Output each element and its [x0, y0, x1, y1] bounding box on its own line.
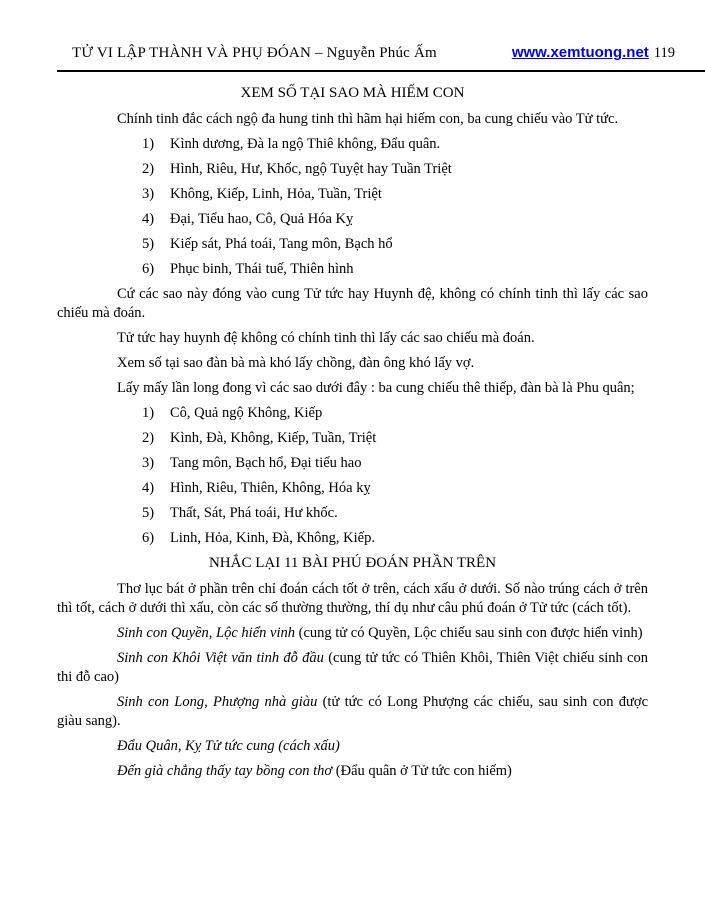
list-item-number: 2) — [142, 161, 155, 177]
book-title: TỬ VI LẬP THÀNH VÀ PHỤ ĐÓAN – Nguyễn Phúc Ấm — [72, 45, 437, 61]
list-item-text: Kình dương, Đà la ngộ Thiê không, Đẩu quân. — [170, 136, 441, 152]
list-item-text: Hình, Riêu, Thiên, Không, Hóa kỵ — [170, 480, 371, 496]
list-item — [142, 404, 648, 423]
section1-intro: Chính tinh đắc cách ngộ đa hung tinh thì hãm hại hiếm con, ba cung chiếu vào Tử tức. — [117, 111, 619, 127]
list-item — [142, 185, 648, 204]
section1-title: XEM SỐ TẠI SAO MÀ HIẾM CON — [240, 85, 465, 101]
list-item-number: 3) — [142, 455, 155, 471]
page-header — [0, 0, 705, 62]
section1-para3: Tử tức hay huynh đệ không có chính tinh thì lấy các sao chiếu mà đoán. — [117, 330, 535, 346]
list-item-number: 6) — [142, 261, 155, 277]
list-item — [142, 454, 648, 473]
header-divider — [57, 70, 705, 72]
section1-para4: Xem số tại sao đàn bà mà khó lấy chồng, đàn ông khó lấy vợ. — [117, 355, 475, 371]
list-item-text: Không, Kiếp, Linh, Hỏa, Tuần, Triệt — [170, 186, 382, 202]
list-item-number: 4) — [142, 211, 155, 227]
section2-title: NHẮC LẠI 11 BÀI PHÚ ĐOÁN PHẦN TRÊN — [208, 555, 497, 571]
list-item-text: Cô, Quả ngộ Không, Kiếp — [170, 405, 323, 421]
page-number: 119 — [653, 45, 675, 61]
verse-line — [57, 693, 648, 731]
verse-line — [57, 649, 648, 687]
list-item — [142, 160, 648, 179]
list-item-text: Đại, Tiểu hao, Cô, Quả Hóa Kỵ — [170, 211, 354, 227]
verse-italic: Sinh con Long, Phượng nhà giàu — [117, 694, 318, 710]
list-item — [142, 260, 648, 279]
list-item — [142, 429, 648, 448]
list-item-text: Tang môn, Bạch hổ, Đại tiểu hao — [170, 455, 362, 471]
verse-gloss: (Đẩu quân ở Tử tức con hiếm) — [332, 763, 512, 779]
list-item-number: 2) — [142, 430, 155, 446]
list-item — [142, 235, 648, 254]
verse-italic: Đến già chẳng thấy tay bồng con thơ — [117, 763, 333, 779]
list-item-number: 6) — [142, 530, 155, 546]
list-item-text: Kình, Đà, Không, Kiếp, Tuần, Triệt — [170, 430, 377, 446]
verse-line — [57, 737, 648, 756]
list-item — [142, 529, 648, 548]
list-item-text: Hình, Riêu, Hư, Khốc, ngộ Tuyệt hay Tuần Triệt — [170, 161, 452, 177]
list-item-number: 1) — [142, 136, 155, 152]
list-item — [142, 504, 648, 523]
list-item-text: Thất, Sát, Phá toái, Hư khốc. — [170, 505, 338, 521]
list-item — [142, 135, 648, 154]
section1-para5: Lấy mấy lần long đong vì các sao dưới đây : ba cung chiếu thê thiếp, đàn bà là Phu quân; — [117, 380, 635, 396]
numbered-list-2 — [142, 404, 648, 548]
verse-gloss: (tử tức có Long Phượng các chiếu, sau sinh con được giàu sang). — [57, 694, 649, 729]
verse-gloss: (cung tử tức có Thiên Khôi, Thiên Việt chiếu sinh con thi đỗ cao) — [57, 650, 648, 685]
verse-gloss: (cung tử có Quyền, Lộc chiếu sau sinh con được hiển vinh) — [295, 625, 643, 641]
list-item-text: Kiếp sát, Phá toái, Tang môn, Bạch hổ — [170, 236, 393, 252]
header-right — [512, 44, 675, 62]
section2-intro: Thơ lục bát ở phần trên chỉ đoán cách tốt ở trên, cách xấu ở dưới. Số nào trúng cách ở trên thì tốt, cách ở dưới thì xấu, còn các số thường thường, thí dụ như câu phú đoán ở Tử tức (cách tốt). — [57, 581, 648, 616]
list-item-number: 5) — [142, 236, 155, 252]
list-item-number: 4) — [142, 480, 155, 496]
verse-line — [57, 762, 648, 781]
verse-italic: Sinh con Khôi Việt văn tinh đỗ đầu — [117, 650, 324, 666]
verse-italic: Đẩu Quân, Kỵ Tử tức cung (cách xấu) — [117, 738, 340, 754]
list-item — [142, 210, 648, 229]
list-item-number: 5) — [142, 505, 155, 521]
list-item-text: Linh, Hỏa, Kinh, Đà, Không, Kiếp. — [170, 530, 375, 546]
verse-italic: Sinh con Quyền, Lộc hiển vinh — [117, 625, 295, 641]
list-item — [142, 479, 648, 498]
verse-line — [57, 624, 648, 643]
document-body — [57, 84, 648, 781]
website-link[interactable]: www.xemtuong.net — [511, 44, 649, 61]
list-item-number: 3) — [142, 186, 155, 202]
list-item-text: Phục binh, Thái tuế, Thiên hình — [170, 261, 354, 277]
numbered-list-1 — [142, 135, 648, 279]
list-item-number: 1) — [142, 405, 155, 421]
section1-para2: Cứ các sao này đóng vào cung Tử tức hay Huynh đệ, không có chính tinh thì lấy các sao chiếu mà đoán. — [57, 286, 648, 321]
